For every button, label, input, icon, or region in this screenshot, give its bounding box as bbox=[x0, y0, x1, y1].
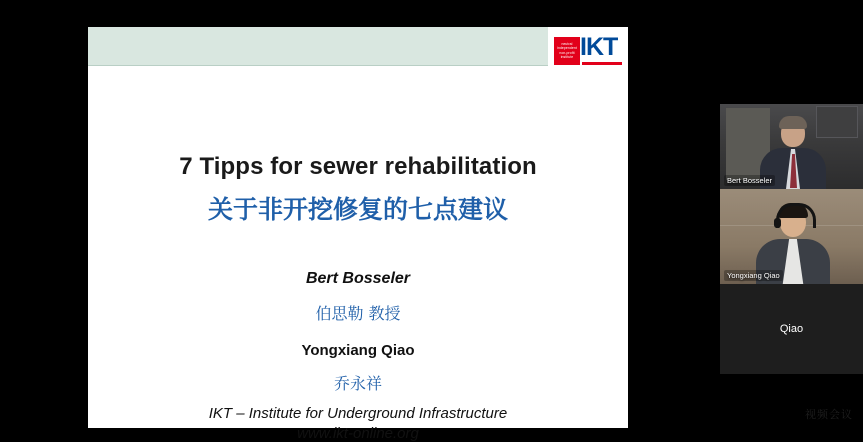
speaker2-name-english: Yongxiang Qiao bbox=[301, 342, 415, 359]
participant-name-label: Qiao bbox=[779, 323, 804, 335]
slide-title-chinese: 关于非开挖修复的七点建议 bbox=[207, 195, 508, 224]
participant-hair bbox=[779, 116, 807, 129]
logo-wordmark: IKT bbox=[580, 32, 618, 61]
headset-icon bbox=[776, 203, 816, 228]
shared-screen-slide[interactable] bbox=[88, 27, 628, 442]
participant-tile-strip bbox=[720, 104, 863, 374]
logo-tagline-box bbox=[554, 37, 580, 65]
slide-content bbox=[88, 75, 628, 442]
participant-tile-qiao-camera-off[interactable] bbox=[720, 284, 863, 374]
participant-name-label: Yongxiang Qiao bbox=[724, 270, 783, 281]
slide-title-english: 7 Tipps for sewer rehabilitation bbox=[179, 153, 537, 180]
organization-line: IKT – Institute for Underground Infrastructure bbox=[208, 405, 508, 422]
logo-underline bbox=[582, 62, 622, 65]
speaker1-name-chinese: 伯思勒 教授 bbox=[315, 304, 401, 323]
faint-overlay-text: 视频会议 bbox=[805, 408, 853, 421]
website-line: www.ikt-online.org bbox=[297, 425, 419, 442]
speaker2-name-chinese: 乔永祥 bbox=[333, 374, 382, 393]
slide-header-band bbox=[88, 27, 628, 66]
speaker1-name-english: Bert Bosseler bbox=[305, 270, 411, 287]
participant-name-label: Bert Bosseler bbox=[724, 175, 775, 186]
ikt-logo bbox=[548, 27, 628, 74]
headset-earcup-icon bbox=[774, 218, 781, 228]
logo-tagline-text: neutral independent non-profit institute bbox=[557, 41, 577, 59]
background-picture-frame bbox=[816, 106, 858, 138]
participant-tile-yongxiang-qiao[interactable] bbox=[720, 189, 863, 284]
participant-tile-bert-bosseler[interactable] bbox=[720, 104, 863, 189]
